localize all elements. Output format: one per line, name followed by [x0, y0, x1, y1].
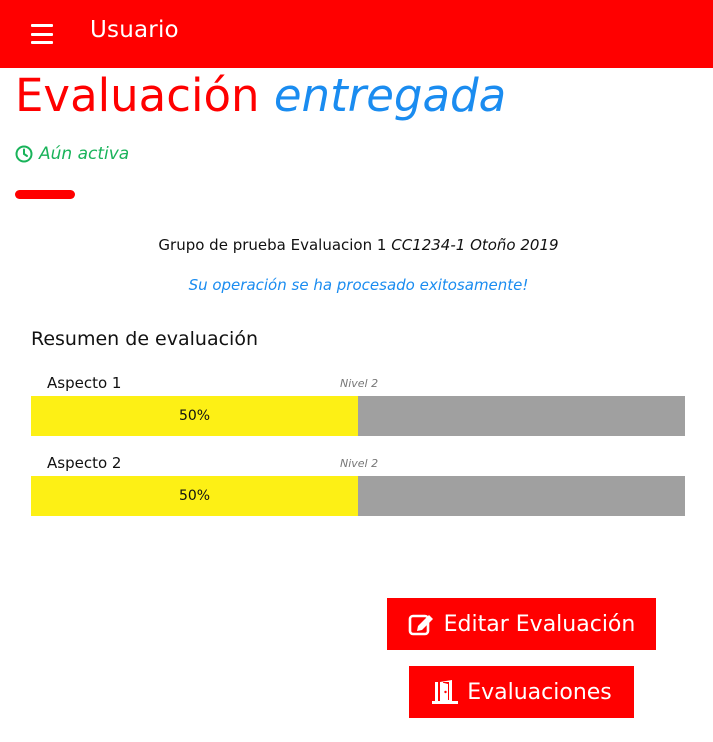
aspect-progress-bar — [31, 476, 685, 516]
page-title — [15, 68, 506, 124]
edit-evaluation-label: Editar Evaluación — [443, 611, 636, 637]
door-exit-icon — [431, 679, 459, 705]
aspect-progress-label: 50% — [178, 488, 211, 504]
group-info — [0, 236, 713, 254]
evaluations-button[interactable] — [409, 666, 634, 718]
hamburger-menu-icon[interactable] — [31, 24, 53, 44]
aspect-progress-fill — [31, 476, 358, 516]
aspect-progress-label: 50% — [178, 408, 211, 424]
aspect-level: Nivel 2 — [340, 457, 379, 470]
aspect-level: Nivel 2 — [340, 377, 379, 390]
page-title-main: Evaluación — [15, 69, 260, 122]
page-title-accent: entregada — [273, 69, 507, 122]
aspect-label: Aspecto 2 — [47, 454, 122, 472]
evaluations-label: Evaluaciones — [467, 679, 612, 705]
group-code: CC1234-1 Otoño 2019 — [391, 236, 559, 254]
clock-icon — [15, 145, 33, 163]
edit-icon — [408, 611, 436, 637]
success-message: Su operación se ha procesado exitosamente! — [188, 276, 529, 294]
aspect-progress-bar — [31, 396, 685, 436]
status-indicator — [15, 144, 129, 164]
aspect-progress-fill — [31, 396, 358, 436]
group-name: Grupo de prueba Evaluacion 1 — [158, 236, 387, 254]
summary-title: Resumen de evaluación — [31, 328, 258, 350]
title-underline-accent — [15, 190, 75, 199]
status-text: Aún activa — [39, 144, 130, 164]
top-bar — [0, 0, 713, 68]
aspect-label: Aspecto 1 — [47, 374, 122, 392]
edit-evaluation-button[interactable] — [387, 598, 656, 650]
topbar-title: Usuario — [90, 17, 179, 43]
